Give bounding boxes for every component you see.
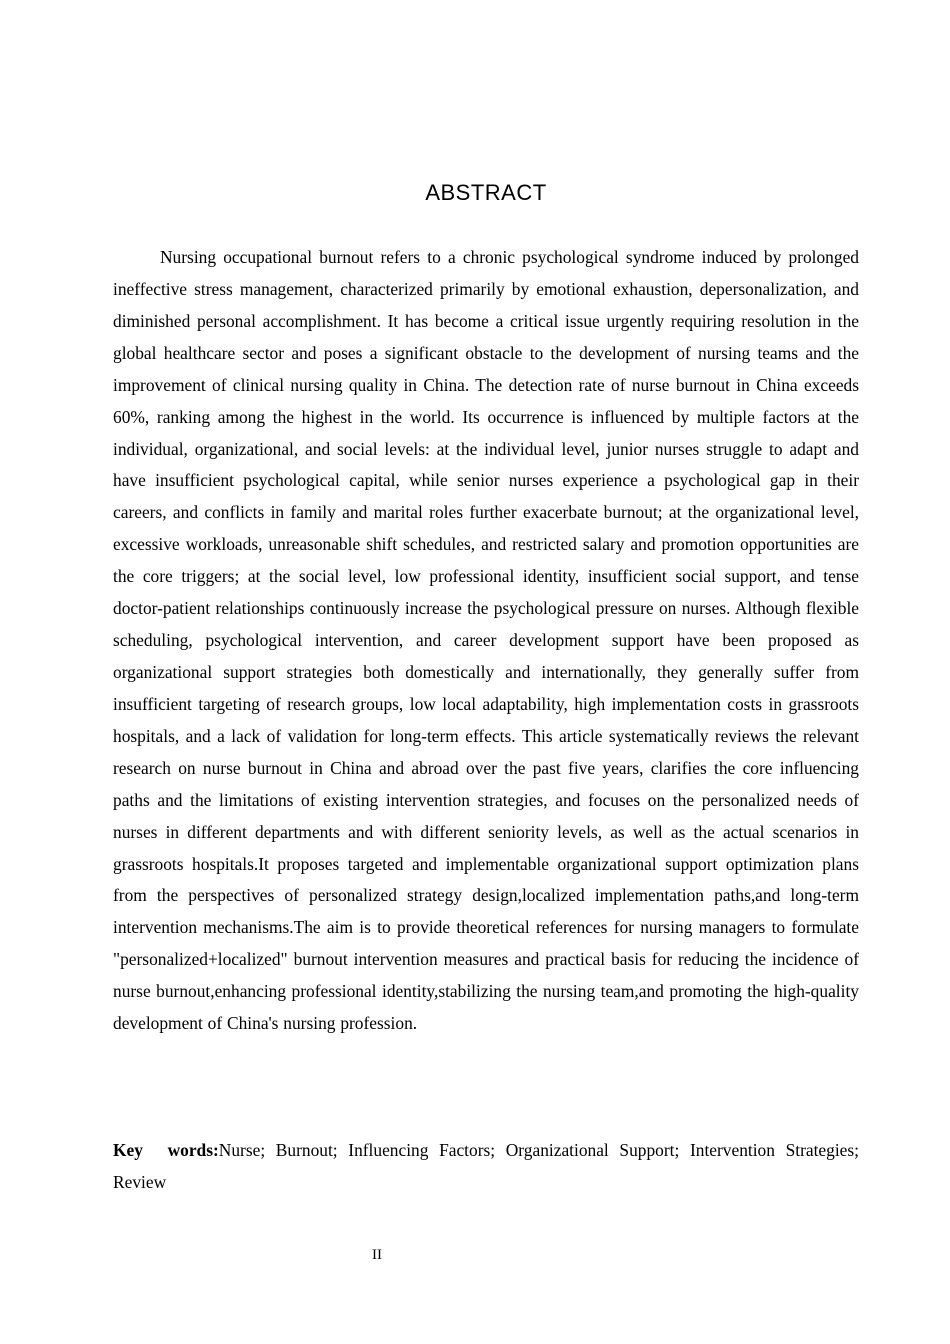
keywords-label: Key words: — [113, 1140, 219, 1160]
keywords-paragraph — [113, 1135, 859, 1199]
page-title: ABSTRACT — [425, 180, 547, 205]
page-number: II — [372, 1247, 382, 1263]
keywords-text: Nurse; Burnout; Influencing Factors; Organizational Support; Intervention Strategies; Review — [113, 1140, 859, 1192]
abstract-body-paragraph: Nursing occupational burnout refers to a chronic psychological syndrome induced by prolonged ineffective stress management, characterized primarily by emotional exhaustion, depersonalization, and diminished personal accomplishment. It has become a critical issue urgently requiring resolution in the global healthcare sector and poses a significant obstacle to the development of nursing teams and the improvement of clinical nursing quality in China. The detection rate of nurse burnout in China exceeds 60%, ranking among the highest in the world. Its occurrence is influenced by multiple factors at the individual, organizational, and social levels: at the individual level, junior nurses struggle to adapt and have insufficient psychological capital, while senior nurses experience a psychological gap in their careers, and conflicts in family and marital roles further exacerbate burnout; at the organizational level, excessive workloads, unreasonable shift schedules, and restricted salary and promotion opportunities are the core triggers; at the social level, low professional identity, insufficient social support, and tense doctor-patient relationships continuously increase the psychological pressure on nurses. Although flexible scheduling, psychological intervention, and career development support have been proposed as organizational support strategies both domestically and internationally, they generally suffer from insufficient targeting of research groups, low local adaptability, high implementation costs in grassroots hospitals, and a lack of validation for long-term effects. This article systematically reviews the relevant research on nurse burnout in China and abroad over the past five years, clarifies the core influencing paths and the limitations of existing intervention strategies, and focuses on the personalized needs of nurses in different departments and with different seniority levels, as well as the actual scenarios in grassroots hospitals.It proposes targeted and implementable organizational support optimization plans from the perspectives of personalized strategy design,localized implementation paths,and long-term intervention mechanisms.The aim is to provide theoretical references for nursing managers to formulate "personalized+localized" burnout intervention measures and practical basis for reducing the incidence of nurse burnout,enhancing professional identity,stabilizing the nursing team,and promoting the high-quality development of China's nursing profession. — [113, 247, 859, 1034]
